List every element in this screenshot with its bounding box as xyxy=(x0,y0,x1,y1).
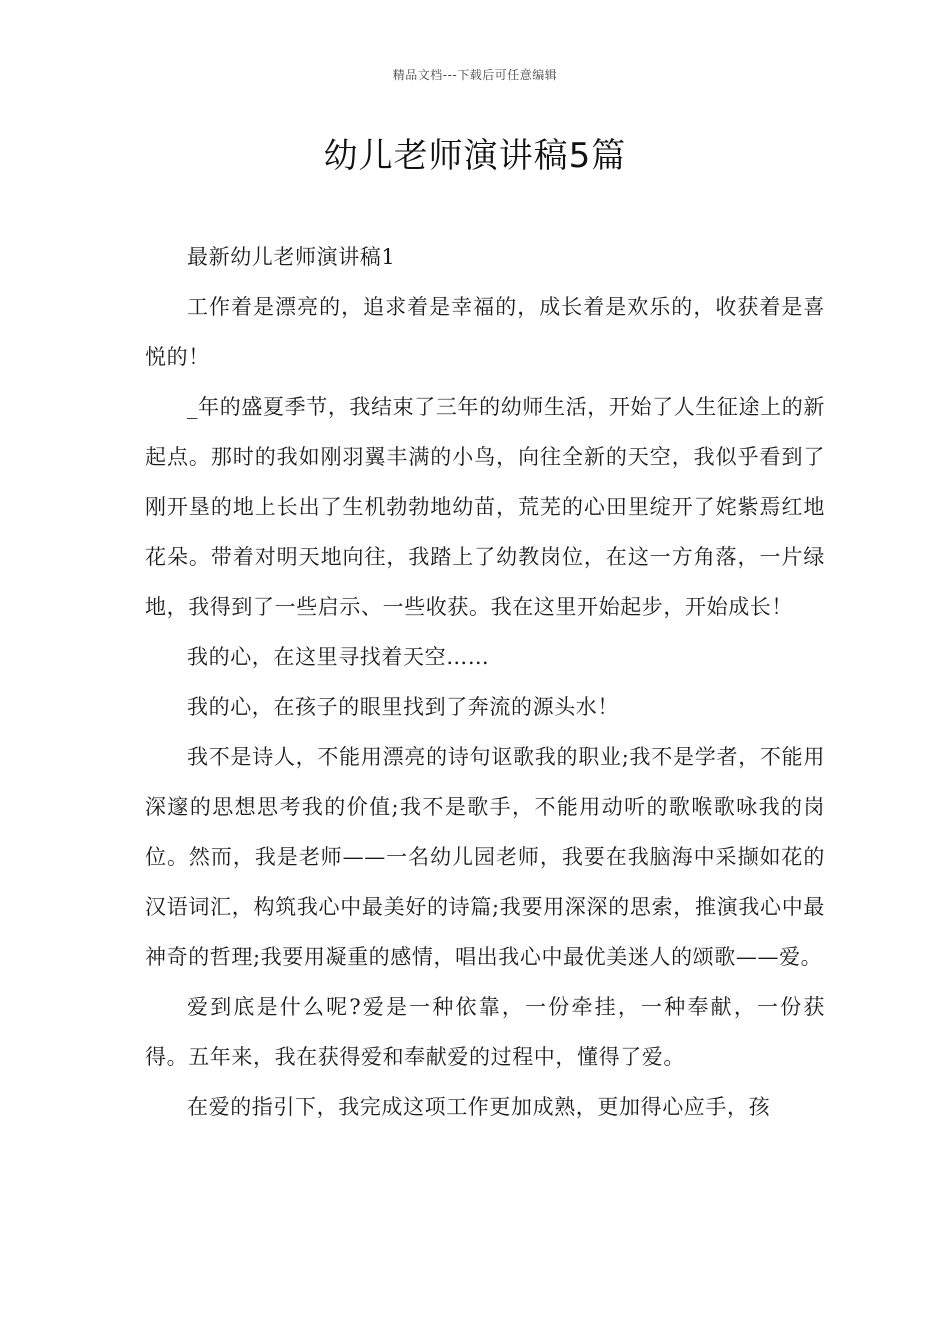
paragraph: 我不是诗人，不能用漂亮的诗句讴歌我的职业;我不是学者，不能用深邃的思想思考我的价值;我不是歌手，不能用动听的歌喉歌咏我的岗位。然而，我是老师——一名幼儿园老师，我要在我脑海中采撷如花的汉语词汇，构筑我心中最美好的诗篇;我要用深深的思索，推演我心中最神奇的哲理;我要用凝重的感情，唱出我心中最优美迷人的颂歌——爱。 xyxy=(145,745,825,969)
paragraph: _年的盛夏季节，我结束了三年的幼师生活，开始了人生征途上的新起点。那时的我如刚羽翼丰满的小鸟，向往全新的天空，我似乎看到了刚开垦的地上长出了生机勃勃地幼苗，荒芜的心田里绽开了姹紫焉红地花朵。带着对明天地向往，我踏上了幼教岗位，在这一方角落，一片绿地，我得到了一些启示、一些收获。我在这里开始起步，开始成长！ xyxy=(145,395,825,619)
document-title: 幼儿老师演讲稿5篇 xyxy=(323,136,627,176)
paragraph: 爱到底是什么呢?爱是一种依靠，一份牵挂，一种奉献，一份获得。五年来，我在获得爱和奉献爱的过程中，懂得了爱。 xyxy=(145,995,825,1069)
paragraph: 我的心，在这里寻找着天空…… xyxy=(187,645,490,669)
header-note: 精品文档---下载后可任意编辑 xyxy=(392,68,558,82)
paragraph: 我的心，在孩子的眼里找到了奔流的源头水！ xyxy=(187,695,619,719)
section-heading: 最新幼儿老师演讲稿1 xyxy=(187,245,396,269)
document-body xyxy=(145,232,825,1132)
paragraph: 工作着是漂亮的，追求着是幸福的，成长着是欢乐的，收获着是喜悦的！ xyxy=(145,295,825,369)
paragraph: 在爱的指引下，我完成这项工作更加成熟，更加得心应手，孩 xyxy=(187,1095,771,1119)
